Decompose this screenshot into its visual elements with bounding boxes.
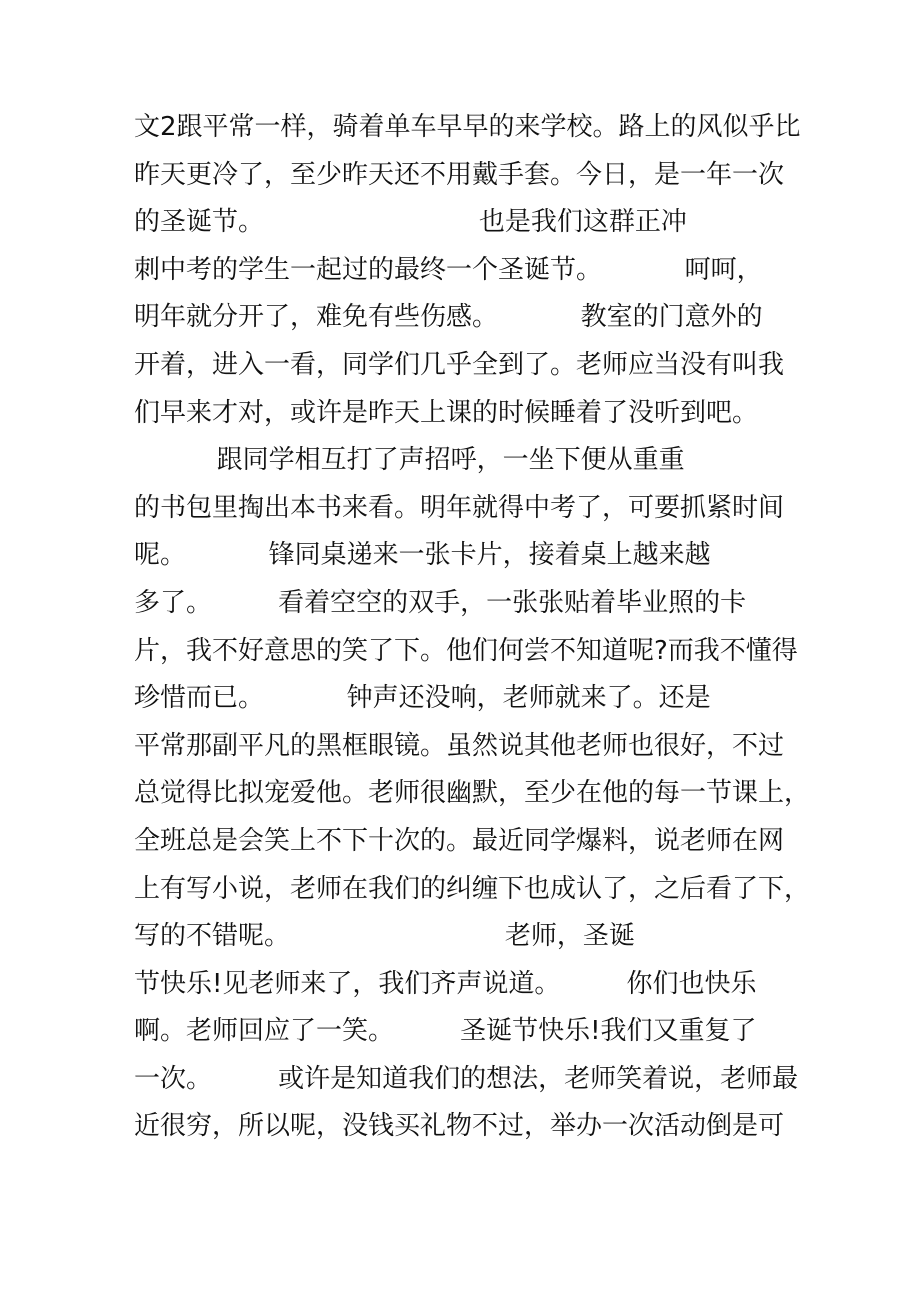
text-line: 明年就分开了，难免有些伤感。 教室的门意外的 bbox=[134, 302, 763, 333]
text-line: 平常那副平凡的黑框眼镜。虽然说其他老师也很好，不过 bbox=[134, 730, 785, 761]
text-line: 们早来才对，或许是昨天上课的时候睡着了没听到吧。 bbox=[134, 397, 759, 428]
text-line: 文2跟平常一样，骑着单车早早的来学校。路上的风似乎比 bbox=[134, 112, 801, 142]
text-line: 珍惜而已。 钟声还没响，老师就来了。还是 bbox=[134, 683, 711, 714]
text-line: 的圣诞节。 也是我们这群正冲 bbox=[134, 207, 687, 238]
text-line: 多了。 看着空空的双手，一张张贴着毕业照的卡 bbox=[134, 587, 747, 618]
text-line: 一次。 或许是知道我们的想法，老师笑着说，老师最 bbox=[134, 1063, 799, 1094]
text-line: 跟同学相互打了声招呼，一坐下便从重重 bbox=[134, 445, 685, 476]
text-line: 写的不错呢。 老师，圣诞 bbox=[134, 921, 635, 952]
text-line: 呢。 锋同桌递来一张卡片，接着桌上越来越 bbox=[134, 540, 711, 571]
essay-body bbox=[134, 104, 814, 1151]
text-line: 上有写小说，老师在我们的纠缠下也成认了，之后看了下， bbox=[134, 873, 811, 904]
text-line: 刺中考的学生一起过的最终一个圣诞节。 呵呵， bbox=[134, 254, 763, 285]
text-line: 全班总是会笑上不下十次的。最近同学爆料，说老师在网 bbox=[134, 825, 785, 856]
text-line: 片，我不好意思的笑了下。他们何尝不知道呢?而我不懂得 bbox=[134, 635, 798, 666]
text-line: 开着，进入一看，同学们几乎全到了。老师应当没有叫我 bbox=[134, 349, 785, 380]
text-line: 总觉得比拟宠爱他。老师很幽默，至少在他的每一节课上， bbox=[134, 778, 811, 809]
text-line: 昨天更冷了，至少昨天还不用戴手套。今日，是一年一次 bbox=[134, 159, 785, 190]
text-line: 的书包里掏出本书来看。明年就得中考了，可要抓紧时间 bbox=[134, 492, 785, 523]
text-line: 近很穷，所以呢，没钱买礼物不过，举办一次活动倒是可 bbox=[134, 1111, 785, 1142]
text-line: 节快乐!见老师来了，我们齐声说道。 你们也快乐 bbox=[134, 968, 757, 999]
text-line: 啊。老师回应了一笑。 圣诞节快乐!我们又重复了 bbox=[134, 1016, 757, 1047]
